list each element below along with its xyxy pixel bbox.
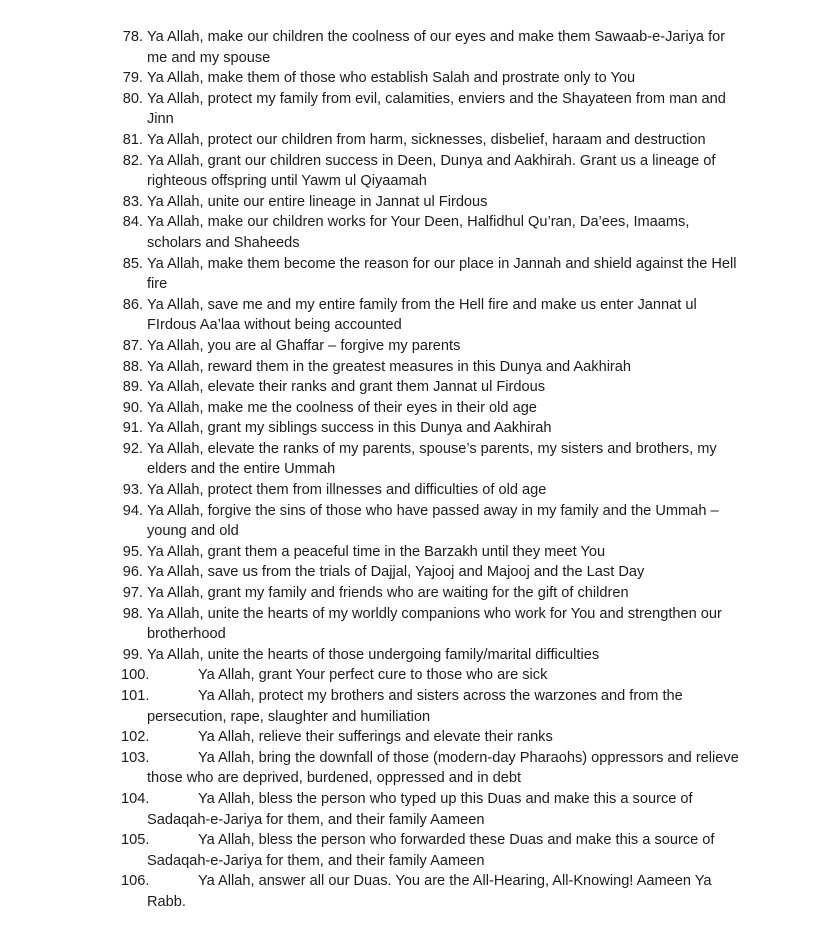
- item-text: Ya Allah, save me and my entire family from the Hell fire and make us enter Jannat ul FIrdous Aa’laa without being accounted: [147, 296, 697, 334]
- list-item: [0, 192, 827, 213]
- item-number: 97.: [122, 585, 143, 602]
- item-text: Ya Allah, protect my family from evil, calamities, enviers and the Shayateen from man and Jinn: [147, 90, 726, 128]
- item-text: Ya Allah, grant my siblings success in this Dunya and Aakhirah: [147, 420, 552, 437]
- list-item: [0, 68, 827, 89]
- item-text: Ya Allah, answer all our Duas. You are the All-Hearing, All-Knowing! Aameen Ya Rabb.: [147, 873, 712, 910]
- list-item: [0, 439, 827, 480]
- list-item: [0, 377, 827, 398]
- item-number: 104.: [121, 790, 150, 807]
- item-number: 100.: [121, 667, 150, 684]
- item-text: Ya Allah, unite the hearts of my worldly companions who work for You and strengthen our brotherhood: [147, 605, 722, 643]
- list-item: [0, 418, 827, 439]
- item-number: 93.: [122, 482, 143, 499]
- item-text: Ya Allah, reward them in the greatest measures in this Dunya and Aakhirah: [147, 358, 632, 375]
- list-item: [0, 542, 827, 563]
- list-item: [0, 686, 827, 727]
- item-number: 81.: [122, 131, 143, 148]
- list-item: [0, 89, 827, 130]
- item-text: Ya Allah, make our children works for Your Deen, Halfidhul Qu’ran, Da’ees, Imaams, scholars and Shaheeds: [147, 214, 690, 251]
- item-number: 91.: [122, 420, 143, 437]
- list-item: [0, 501, 827, 542]
- list-item: [0, 604, 827, 645]
- item-number: 89.: [122, 379, 143, 396]
- item-number: 85.: [122, 255, 143, 272]
- item-number: 88.: [122, 358, 143, 375]
- item-number: 82.: [122, 152, 143, 169]
- list-item: [0, 151, 827, 192]
- list-item: [0, 357, 827, 378]
- list-item: [0, 830, 827, 871]
- item-number: 99.: [122, 646, 143, 663]
- item-number: 102.: [121, 729, 150, 746]
- item-text: Ya Allah, elevate the ranks of my parents, spouse’s parents, my sisters and brothers, my elders and the entire Ummah: [147, 440, 717, 478]
- item-number: 90.: [122, 399, 143, 416]
- item-text: Ya Allah, bless the person who forwarded these Duas and make this a source of Sadaqah-e-Jariya for them, and their family Aameen: [147, 832, 715, 869]
- item-text: Ya Allah, elevate their ranks and grant them Jannat ul Firdous: [147, 379, 546, 396]
- item-number: 101.: [121, 688, 150, 704]
- list-item: [0, 295, 827, 336]
- list-item: [0, 336, 827, 357]
- item-text: Ya Allah, save us from the trials of Dajjal, Yajooj and Majooj and the Last Day: [147, 564, 645, 581]
- item-text: Ya Allah, relieve their sufferings and elevate their ranks: [198, 729, 553, 746]
- item-text: Ya Allah, protect them from illnesses and difficulties of old age: [147, 482, 547, 499]
- list-item: [0, 480, 827, 501]
- list-item: [0, 212, 827, 253]
- list-item: [0, 562, 827, 583]
- list-item: [0, 789, 827, 830]
- item-text: Ya Allah, forgive the sins of those who have passed away in my family and the Ummah – young and old: [147, 502, 719, 540]
- list-item: [0, 583, 827, 604]
- item-text: Ya Allah, make our children the coolness of our eyes and make them Sawaab-e-Jariya for me and my spouse: [147, 29, 726, 66]
- item-text: Ya Allah, grant Your perfect cure to those who are sick: [198, 667, 548, 684]
- item-number: 103.: [121, 749, 150, 766]
- item-text: Ya Allah, make them become the reason for our place in Jannah and shield against the Hell fire: [147, 255, 737, 293]
- item-text: Ya Allah, you are al Ghaffar – forgive my parents: [147, 337, 461, 354]
- item-text: Ya Allah, protect our children from harm, sicknesses, disbelief, haraam and destruction: [147, 131, 706, 148]
- item-text: Ya Allah, grant them a peaceful time in the Barzakh until they meet You: [147, 543, 606, 560]
- item-text: Ya Allah, grant our children success in Deen, Dunya and Aakhirah. Grant us a lineage of righteous offspring until Yawm ul Qiyaamah: [147, 152, 716, 190]
- item-text: Ya Allah, bring the downfall of those (modern-day Pharaohs) oppressors and relieve those who are deprived, burdened, oppressed and in debt: [147, 749, 739, 787]
- dua-list: [0, 27, 827, 913]
- item-number: 98.: [122, 605, 143, 622]
- list-item: [0, 254, 827, 295]
- item-number: 79.: [122, 70, 143, 87]
- item-text: Ya Allah, bless the person who typed up this Duas and make this a source of Sadaqah-e-Jariya for them, and their family Aameen: [147, 790, 693, 828]
- item-text: Ya Allah, unite the hearts of those undergoing family/marital difficulties: [147, 646, 600, 663]
- item-text: Ya Allah, grant my family and friends who are waiting for the gift of children: [147, 585, 629, 602]
- list-item: [0, 27, 827, 68]
- list-item: [0, 130, 827, 151]
- item-number: 105.: [121, 832, 150, 849]
- list-item: [0, 665, 827, 686]
- item-text: Ya Allah, make me the coolness of their eyes in their old age: [147, 399, 537, 416]
- item-number: 86.: [122, 296, 143, 313]
- item-text: Ya Allah, make them of those who establish Salah and prostrate only to You: [147, 70, 636, 87]
- list-item: [0, 727, 827, 748]
- item-number: 95.: [122, 543, 143, 560]
- item-number: 106.: [121, 873, 150, 890]
- item-number: 83.: [122, 193, 143, 210]
- item-number: 84.: [122, 214, 143, 231]
- item-number: 94.: [122, 502, 143, 519]
- item-text: Ya Allah, protect my brothers and sisters across the warzones and from the persecution, rape, slaughter and humiliation: [147, 688, 683, 725]
- list-item: [0, 748, 827, 789]
- item-number: 78.: [122, 29, 143, 45]
- list-item: [0, 645, 827, 666]
- item-number: 96.: [122, 564, 143, 581]
- list-item: [0, 398, 827, 419]
- item-text: Ya Allah, unite our entire lineage in Jannat ul Firdous: [147, 193, 488, 210]
- item-number: 92.: [122, 440, 143, 457]
- item-number: 87.: [122, 337, 143, 354]
- list-item: [0, 871, 827, 912]
- item-number: 80.: [122, 90, 143, 107]
